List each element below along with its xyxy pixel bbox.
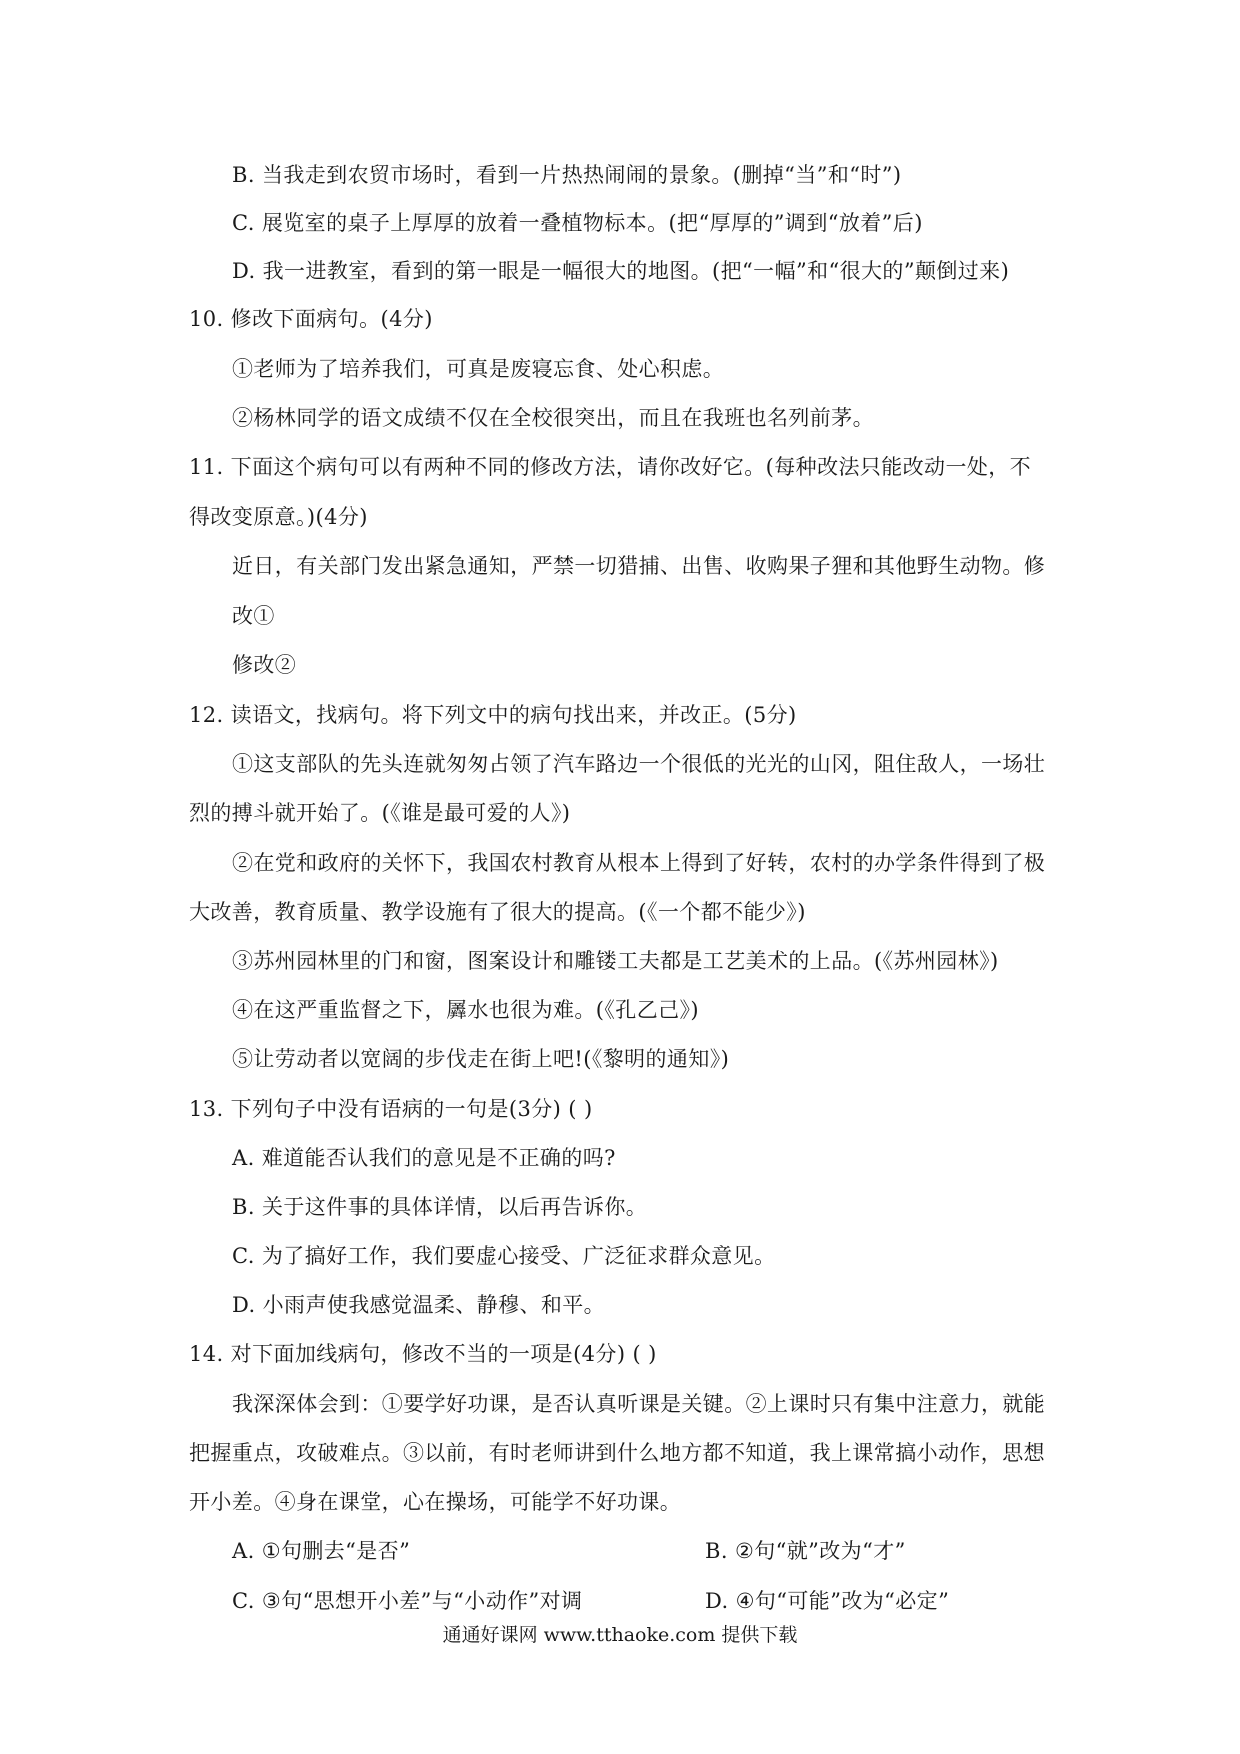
q11-stem-line2: 得改变原意。)(4分): [189, 505, 368, 529]
q10-sentence-1: ①老师为了培养我们，可真是废寝忘食、处心积虑。: [232, 357, 725, 381]
footer-source: 通通好课网 www.tthaoke.com 提供下载: [442, 1624, 798, 1646]
q9-option-d: D. 我一进教室，看到的第一眼是一幅很大的地图。(把“一幅”和“很大的”颠倒过来): [232, 259, 1010, 283]
q14-paragraph-line3: 开小差。④身在课堂，心在操场，可能学不好功课。: [189, 1490, 682, 1514]
q14-paragraph-line2: 把握重点，攻破难点。③以前，有时老师讲到什么地方都不知道，我上课常搞小动作，思想: [189, 1441, 1045, 1465]
q10-sentence-2: ②杨林同学的语文成绩不仅在全校很突出，而且在我班也名列前茅。: [232, 406, 874, 430]
q14-option-a: A. ①句删去“是否”: [232, 1539, 411, 1563]
q12-passage-2-line1: ②在党和政府的关怀下，我国农村教育从根本上得到了好转，农村的办学条件得到了极: [232, 851, 1046, 875]
q11-sentence: 近日，有关部门发出紧急通知，严禁一切猎捕、出售、收购果子狸和其他野生动物。修: [232, 554, 1046, 578]
q11-stem-line1: 11. 下面这个病句可以有两种不同的修改方法，请你改好它。(每种改法只能改动一处，不: [189, 455, 1032, 479]
q14-option-d: D. ④句“可能”改为“必定”: [705, 1589, 950, 1613]
q9-option-b: B. 当我走到农贸市场时，看到一片热热闹闹的景象。(删掉“当”和“时”): [232, 163, 902, 187]
q14-paragraph-line1: 我深深体会到：①要学好功课，是否认真听课是关键。②上课时只有集中注意力，就能: [232, 1392, 1046, 1416]
q12-passage-4: ④在这严重监督之下，羼水也很为难。(《孔乙己》): [232, 998, 699, 1022]
q11-fix-2: 修改②: [232, 653, 297, 677]
q12-passage-1-line2: 烈的搏斗就开始了。(《谁是最可爱的人》): [189, 801, 571, 825]
q13-option-d: D. 小雨声使我感觉温柔、静穆、和平。: [232, 1293, 606, 1317]
q11-fix-1: 改①: [232, 604, 275, 628]
q13-option-c: C. 为了搞好工作，我们要虚心接受、广泛征求群众意见。: [232, 1244, 776, 1268]
q14-stem: 14. 对下面加线病句，修改不当的一项是(4分) ( ): [189, 1342, 657, 1366]
q13-option-b: B. 关于这件事的具体详情，以后再告诉你。: [232, 1195, 648, 1219]
q14-option-c: C. ③句“思想开小差”与“小动作”对调: [232, 1589, 583, 1613]
q10-stem: 10. 修改下面病句。(4分): [189, 307, 433, 331]
q14-option-b: B. ②句“就”改为“才”: [705, 1539, 906, 1563]
q12-passage-3: ③苏州园林里的门和窗，图案设计和雕镂工夫都是工艺美术的上品。(《苏州园林》): [232, 949, 999, 973]
q12-passage-1-line1: ①这支部队的先头连就匆匆占领了汽车路边一个很低的光光的山冈，阻住敌人，一场壮: [232, 752, 1046, 776]
q12-passage-2-line2: 大改善，教育质量、教学设施有了很大的提高。(《一个都不能少》): [189, 900, 806, 924]
q12-passage-5: ⑤让劳动者以宽阔的步伐走在街上吧!(《黎明的通知》): [232, 1047, 730, 1071]
q12-stem: 12. 读语文，找病句。将下列文中的病句找出来，并改正。(5分): [189, 703, 797, 727]
q13-stem: 13. 下列句子中没有语病的一句是(3分) ( ): [189, 1097, 593, 1121]
q13-option-a: A. 难道能否认我们的意见是不正确的吗?: [232, 1146, 616, 1170]
q9-option-c: C. 展览室的桌子上厚厚的放着一叠植物标本。(把“厚厚的”调到“放着”后): [232, 211, 923, 235]
